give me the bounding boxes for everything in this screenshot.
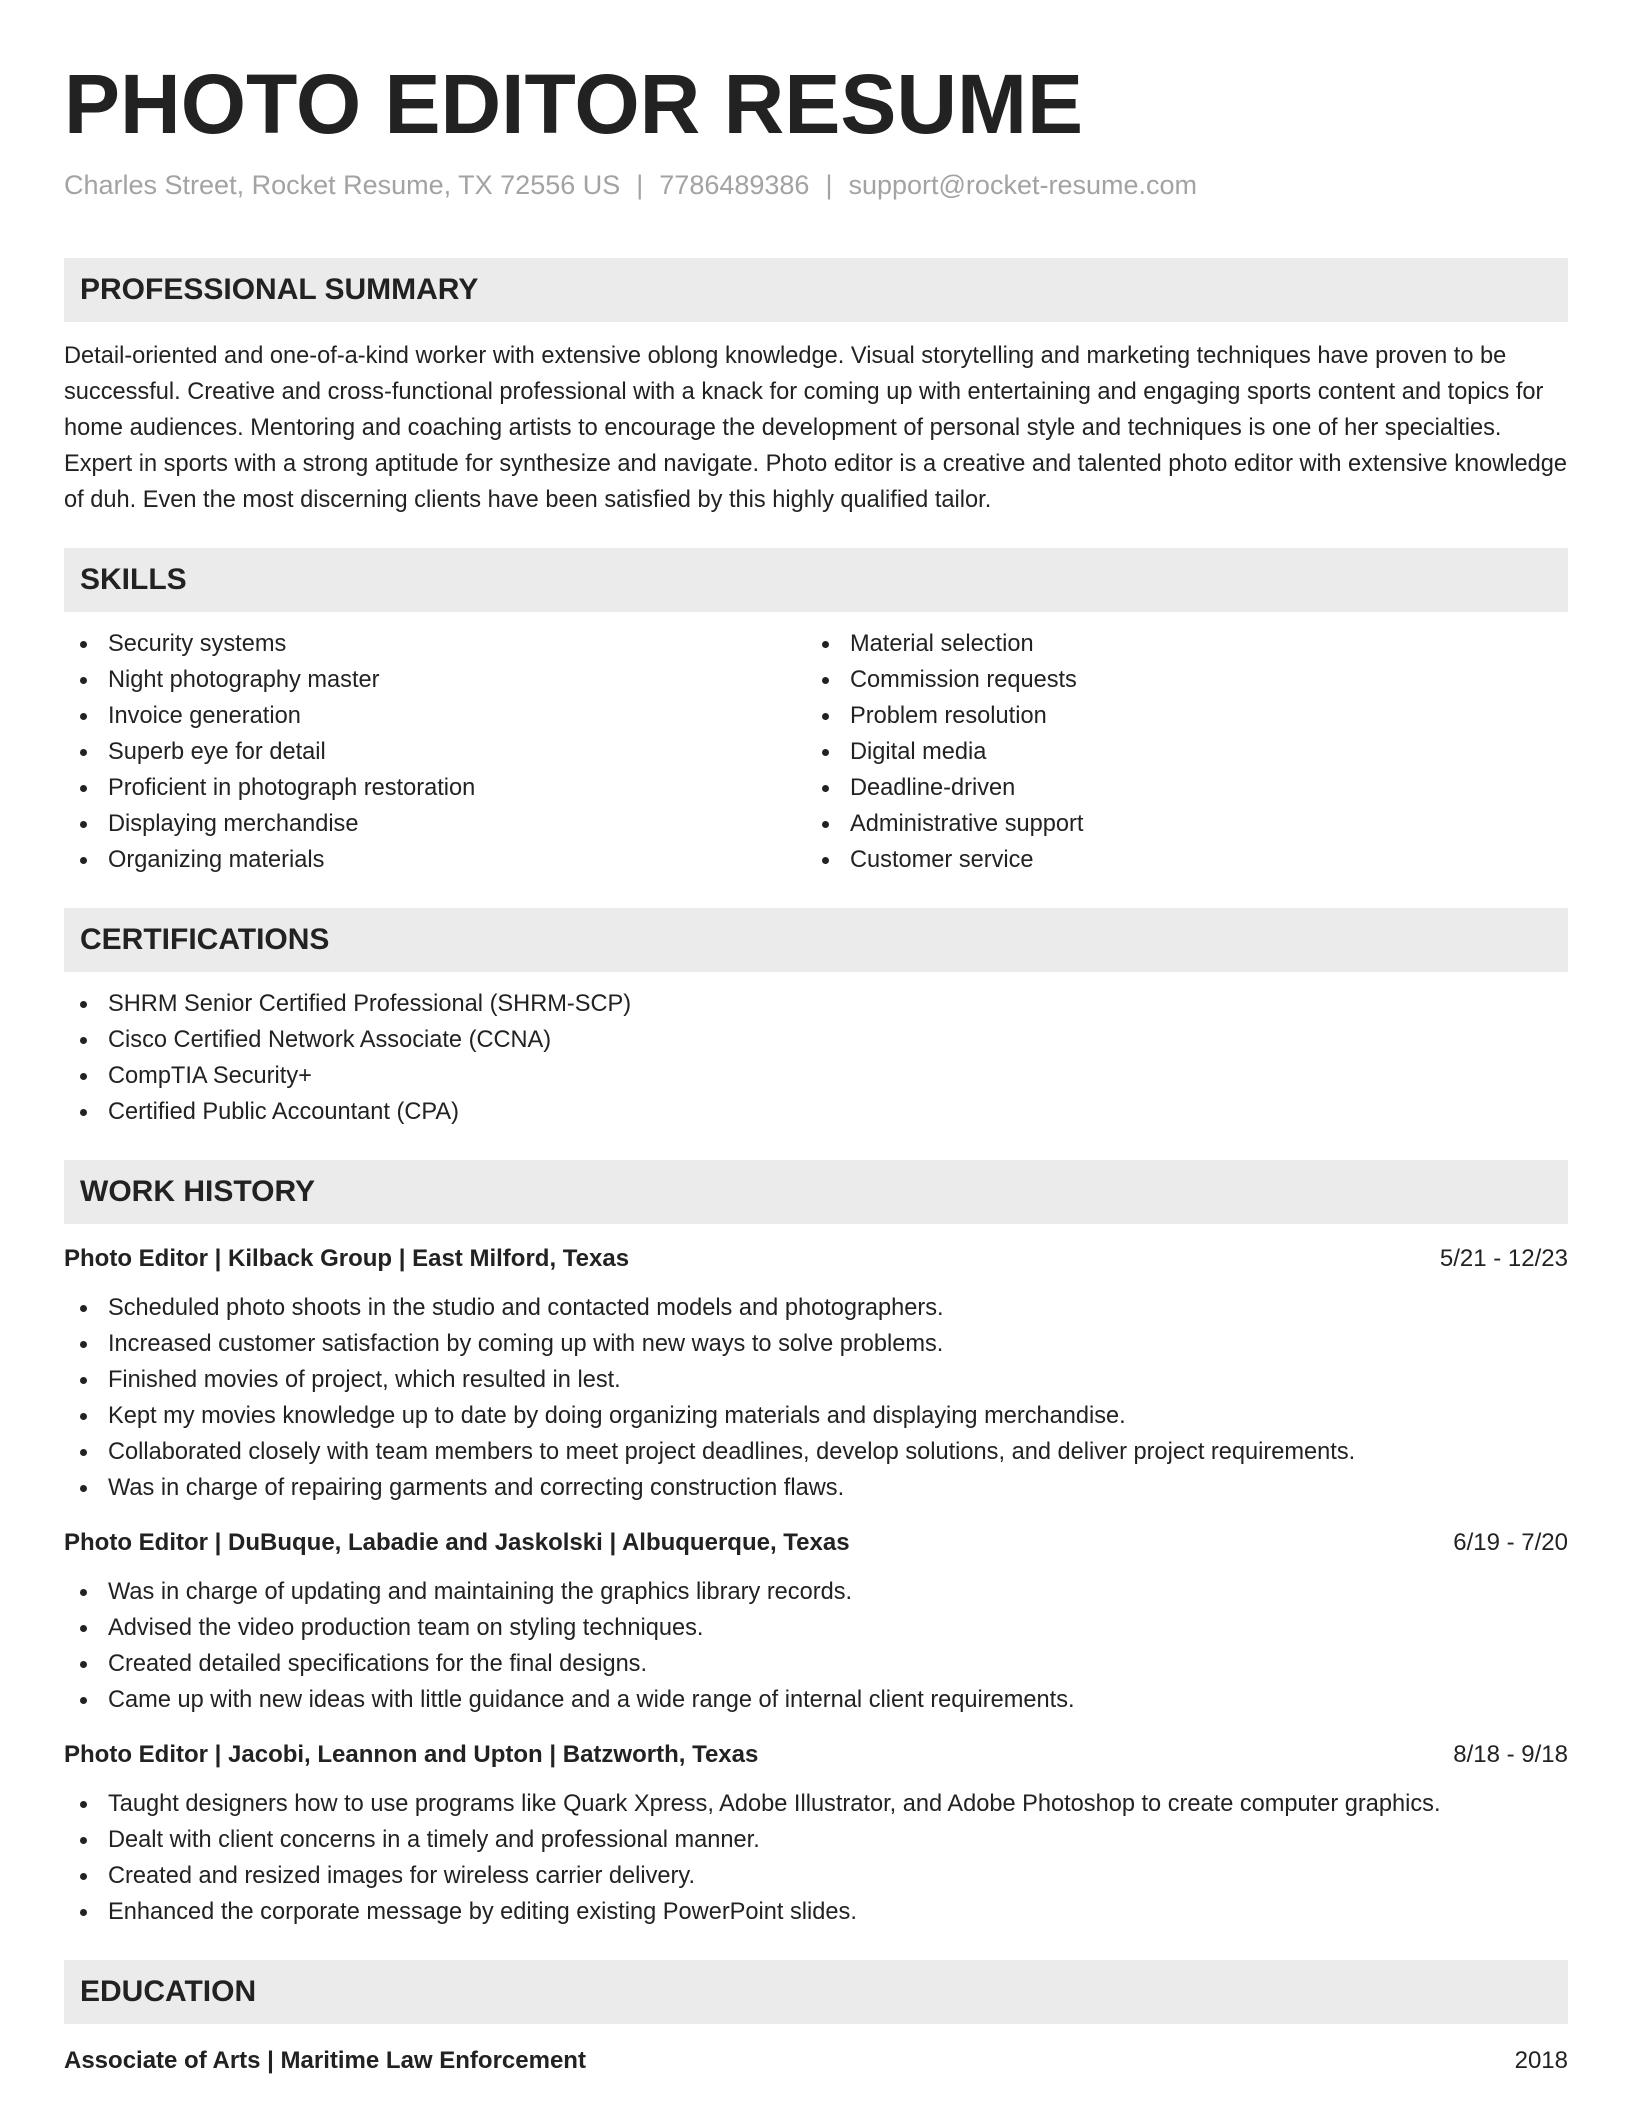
- certification-item: SHRM Senior Certified Professional (SHRM-SCP): [64, 986, 1568, 1022]
- job-entry: [64, 1242, 1568, 1506]
- job-title: Photo Editor | DuBuque, Labadie and Jaskolski | Albuquerque, Texas: [64, 1529, 850, 1556]
- skill-item: Displaying merchandise: [64, 806, 806, 842]
- job-header: [64, 1242, 1568, 1276]
- skill-item: Digital media: [806, 734, 1548, 770]
- section-header-summary: PROFESSIONAL SUMMARY: [64, 258, 1568, 322]
- job-bullets: [64, 1574, 1568, 1718]
- section-header-skills: SKILLS: [64, 548, 1568, 612]
- job-bullet: Collaborated closely with team members to meet project deadlines, develop solutions, and deliver project requirements.: [64, 1434, 1568, 1470]
- job-dates: 8/18 - 9/18: [1453, 1741, 1568, 1768]
- job-entry: [64, 1738, 1568, 1930]
- job-bullet: Taught designers how to use programs like Quark Xpress, Adobe Illustrator, and Adobe Photoshop to create computer graphics.: [64, 1786, 1568, 1822]
- job-bullet: Was in charge of updating and maintaining the graphics library records.: [64, 1574, 1568, 1610]
- skill-item: Deadline-driven: [806, 770, 1548, 806]
- certification-item: Cisco Certified Network Associate (CCNA): [64, 1022, 1568, 1058]
- job-bullet: Created detailed specifications for the final designs.: [64, 1646, 1568, 1682]
- skill-item: Organizing materials: [64, 842, 806, 878]
- job-entry: [64, 1526, 1568, 1718]
- skill-item: Material selection: [806, 626, 1548, 662]
- skill-item: Commission requests: [806, 662, 1548, 698]
- skill-item: Problem resolution: [806, 698, 1548, 734]
- job-bullet: Created and resized images for wireless carrier delivery.: [64, 1858, 1568, 1894]
- skill-item: Administrative support: [806, 806, 1548, 842]
- job-bullet: Came up with new ideas with little guidance and a wide range of internal client requirements.: [64, 1682, 1568, 1718]
- education-title: Associate of Arts | Maritime Law Enforcement: [64, 2047, 586, 2074]
- job-dates: 5/21 - 12/23: [1439, 1245, 1568, 1272]
- skill-item: Customer service: [806, 842, 1548, 878]
- skill-item: Proficient in photograph restoration: [64, 770, 806, 806]
- job-bullet: Kept my movies knowledge up to date by doing organizing materials and displaying merchandise.: [64, 1398, 1568, 1434]
- job-bullets: [64, 1290, 1568, 1506]
- summary-text: Detail-oriented and one-of-a-kind worker with extensive oblong knowledge. Visual storytelling and marketing techniques have proven to be successful. Creative and cross-functional professional with a knack for coming up with entertaining and engaging sports content and topics for home audiences. Mentoring and coaching artists to encourage the development of personal style and techniques is one of her specialties. Expert in sports with a strong aptitude for synthesize and navigate. Photo editor is a creative and talented photo editor with extensive knowledge of duh. Even the most discerning clients have been satisfied by this highly qualified tailor.: [64, 343, 1568, 513]
- certifications-list: [64, 986, 1568, 1130]
- job-title: Photo Editor | Jacobi, Leannon and Upton | Batzworth, Texas: [64, 1741, 759, 1768]
- job-title: Photo Editor | Kilback Group | East Milford, Texas: [64, 1245, 630, 1272]
- education-entry: [64, 2044, 1568, 2078]
- contact-line: [64, 168, 1568, 202]
- skill-item: Superb eye for detail: [64, 734, 806, 770]
- job-bullet: Increased customer satisfaction by coming up with new ways to solve problems.: [64, 1326, 1568, 1362]
- skills-column-left: [64, 626, 806, 878]
- contact-separator: |: [825, 170, 833, 200]
- contact-separator: |: [636, 170, 644, 200]
- section-header-education: EDUCATION: [64, 1960, 1568, 2024]
- job-bullet: Was in charge of repairing garments and correcting construction flaws.: [64, 1470, 1568, 1506]
- skill-item: Security systems: [64, 626, 806, 662]
- skills-grid: [64, 626, 1568, 878]
- job-header: [64, 1526, 1568, 1560]
- job-bullet: Dealt with client concerns in a timely and professional manner.: [64, 1822, 1568, 1858]
- certification-item: CompTIA Security+: [64, 1058, 1568, 1094]
- section-header-work-history: WORK HISTORY: [64, 1160, 1568, 1224]
- job-bullet: Finished movies of project, which resulted in lest.: [64, 1362, 1568, 1398]
- section-header-certifications: CERTIFICATIONS: [64, 908, 1568, 972]
- education-year: 2018: [1514, 2047, 1568, 2074]
- contact-email[interactable]: support@rocket-resume.com: [848, 170, 1197, 200]
- job-dates: 6/19 - 7/20: [1453, 1529, 1568, 1556]
- job-bullet: Enhanced the corporate message by editing existing PowerPoint slides.: [64, 1894, 1568, 1930]
- skill-item: Invoice generation: [64, 698, 806, 734]
- certification-item: Certified Public Accountant (CPA): [64, 1094, 1568, 1130]
- job-bullet: Scheduled photo shoots in the studio and contacted models and photographers.: [64, 1290, 1568, 1326]
- resume-title: PHOTO EDITOR RESUME: [64, 57, 1084, 151]
- skill-item: Night photography master: [64, 662, 806, 698]
- job-bullet: Advised the video production team on styling techniques.: [64, 1610, 1568, 1646]
- contact-phone: 7786489386: [659, 170, 810, 200]
- contact-address: Charles Street, Rocket Resume, TX 72556 US: [64, 170, 621, 200]
- skills-column-right: [806, 626, 1548, 878]
- job-bullets: [64, 1786, 1568, 1930]
- job-header: [64, 1738, 1568, 1772]
